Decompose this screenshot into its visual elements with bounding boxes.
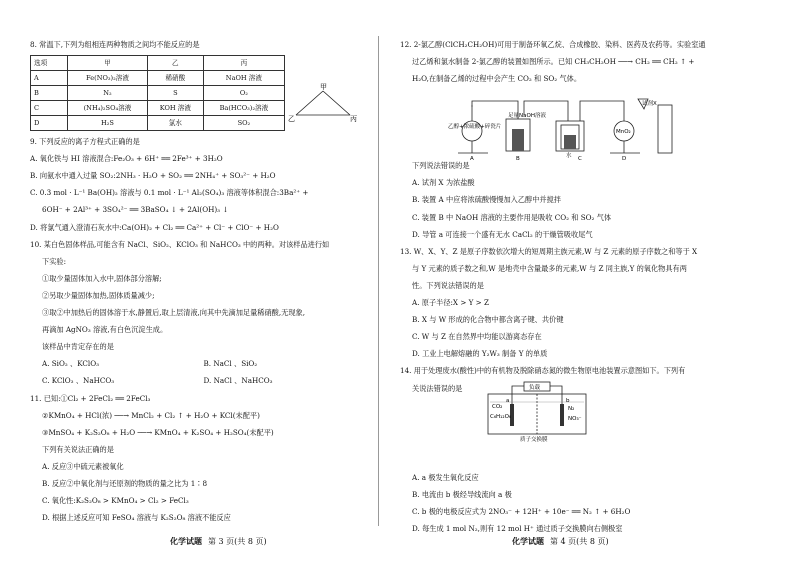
q12-line-2: 过乙烯和氯水制备 2-氯乙醇的装置如图所示。已知 CH₃CH₂OH ──→ CH₂ ══ CH₂ ↑ + bbox=[412, 57, 695, 67]
q11-ask: 下列有关说法正确的是 bbox=[42, 444, 114, 454]
fig-label: N₂ bbox=[568, 406, 575, 412]
q10-option-c: C. KClO₃ 、NaHCO₃ bbox=[42, 376, 115, 386]
fig-label: CO₂ bbox=[492, 404, 503, 410]
q9-option-c: C. 0.3 mol · L⁻¹ Ba(OH)₂ 溶液与 0.1 mol · L⁻¹ Al₂(SO₄)₃ 溶液等体积混合:3Ba²⁺ + bbox=[30, 188, 309, 198]
q13-option-c: C. W 与 Z 在自然界中均能以游离态存在 bbox=[412, 332, 542, 342]
table-row bbox=[31, 101, 285, 116]
q14-cell-figure bbox=[482, 380, 592, 442]
q10-step-3: ③取②中加热后的固体溶于水,静置后,取上层清液,向其中先滴加足量稀硝酸,无现象, bbox=[42, 308, 305, 318]
table-cell: 稀硝酸 bbox=[147, 71, 203, 86]
fig-label: NO₃⁻ bbox=[568, 416, 582, 422]
table-cell: 丙 bbox=[203, 56, 284, 71]
table-cell: 选项 bbox=[31, 56, 68, 71]
footer-title: 化学试题 bbox=[512, 536, 544, 546]
table-cell: S bbox=[147, 86, 203, 101]
q10-ask: 该样品中肯定存在的是 bbox=[42, 342, 114, 352]
q9-option-d: D. 将氯气通入澄清石灰水中:Ca(OH)₂ + Cl₂ ══ Ca²⁺ + Cl⁻ + ClO⁻ + H₂O bbox=[30, 222, 279, 232]
q11-option-c: C. 氧化性:K₂S₂O₈ > KMnO₄ > Cl₂ > FeCl₃ bbox=[42, 496, 189, 506]
q14-line-1: 14. 用于处理废水(酸性)中的有机物及脱除硝态氮的微生物原电池装置示意图如下。下列有 bbox=[400, 366, 686, 376]
q8-triangle-diagram bbox=[288, 83, 358, 123]
table-cell: 甲 bbox=[68, 56, 148, 71]
table-cell: H₂S bbox=[68, 116, 148, 131]
q10-option-b: B. NaCl 、SiO₂ bbox=[203, 359, 258, 369]
column-divider bbox=[378, 36, 379, 526]
table-cell: (NH₄)₂SO₄溶液 bbox=[68, 101, 148, 116]
table-cell: D bbox=[31, 116, 68, 131]
triangle-label-left: 乙 bbox=[288, 115, 295, 123]
q10-step-2: ②另取少量固体加热,固体质量减少; bbox=[42, 290, 155, 300]
q14-option-a: A. a 极发生氧化反应 bbox=[412, 472, 479, 482]
q11-option-a: A. 反应③中硫元素被氧化 bbox=[42, 461, 124, 471]
q14-option-c: C. b 极的电极反应式为 2NO₃⁻ + 12H⁺ + 10e⁻ ══ N₂ ↑ + 6H₂O bbox=[412, 506, 631, 516]
triangle-label-right: 丙 bbox=[350, 115, 357, 123]
page-footer-left bbox=[170, 536, 267, 547]
q14-line-2: 关说法错误的是 bbox=[412, 383, 463, 393]
q10-step-3-cont: 再滴加 AgNO₃ 溶液,有白色沉淀生成。 bbox=[42, 325, 168, 335]
q11-eq-2: ②KMnO₄ + HCl(浓) ──→ MnCl₂ + Cl₂ ↑ + H₂O + KCl(未配平) bbox=[42, 410, 260, 420]
q11-option-b: B. 反应②中氧化剂与还原剂的物质的量之比为 1∶8 bbox=[42, 478, 208, 488]
q9-option-a: A. 氧化铁与 HI 溶液混合:Fe₂O₃ + 6H⁺ ══ 2Fe³⁺ + 3H₂O bbox=[30, 154, 223, 164]
q11-stem: 11. 已知:①Cl₂ + 2FeCl₂ ══ 2FeCl₃ bbox=[30, 393, 151, 403]
table-cell: B bbox=[31, 86, 68, 101]
q8-table bbox=[30, 55, 285, 131]
question-10 bbox=[30, 236, 365, 390]
fig-label: B bbox=[516, 156, 520, 161]
fig-label: D bbox=[622, 156, 627, 161]
q10-step-1: ①取少量固体加入水中,固体部分溶解; bbox=[42, 273, 162, 283]
q9-option-c-cont: 6OH⁻ + 2Al³⁺ + 3SO₄²⁻ ══ 3BaSO₄ ↓ + 2Al(OH)₃ ↓ bbox=[42, 205, 229, 215]
table-cell: NaOH 溶液 bbox=[203, 71, 284, 86]
fig-label: a bbox=[506, 398, 510, 404]
fig-label: 水 bbox=[566, 153, 572, 159]
q13-line-2: 与 Y 元素的质子数之和,W 是地壳中含量最多的元素,W 与 Z 同主族,Y 的氧化物具有两 bbox=[412, 263, 687, 273]
table-cell: 氯水 bbox=[147, 116, 203, 131]
fig-label: b bbox=[566, 398, 570, 404]
q12-option-c: C. 装置 B 中 NaOH 溶液的主要作用是吸收 CO₂ 和 SO₂ 气体 bbox=[412, 212, 612, 222]
q14-option-d: D. 每生成 1 mol N₂,则有 12 mol H⁺ 通过质子交换膜向右侧极室 bbox=[412, 523, 623, 533]
fig-label: A bbox=[470, 156, 474, 161]
q8-stem: 8. 常温下,下列为组相连两种物质之间均不能反应的是 bbox=[30, 40, 200, 49]
q12-option-b: B. 装置 A 中应将浓硫酸慢慢加入乙醇中并搅拌 bbox=[412, 195, 561, 205]
table-cell: KOH 溶液 bbox=[147, 101, 203, 116]
q12-ask: 下列说法错误的是 bbox=[412, 161, 470, 171]
table-cell: C bbox=[31, 101, 68, 116]
q9-stem: 9. 下列反应的离子方程式正确的是 bbox=[30, 137, 140, 147]
fig-label: MnO₂ bbox=[616, 129, 631, 135]
fig-label: 负载 bbox=[529, 385, 541, 391]
q13-line-1: 13. W、X、Y、Z 是原子序数依次增大的短周期主族元素,W 与 Z 元素的原子序数之和等于 X bbox=[400, 246, 698, 256]
q10-options-row-2 bbox=[30, 372, 365, 389]
q10-options-row-1 bbox=[30, 355, 365, 372]
question-11 bbox=[30, 390, 365, 527]
table-cell: SO₂ bbox=[203, 116, 284, 131]
q13-line-3: 性。下列说法错误的是 bbox=[412, 280, 484, 290]
footer-page: 第 3 页(共 8 页) bbox=[208, 537, 267, 546]
q10-option-a: A. SiO₂ 、KClO₃ bbox=[42, 359, 99, 369]
q12-line-1: 12. 2-氯乙醇(ClCH₂CH₂OH)可用于制备环氧乙烷、合成橡胶、染料、医药及农药等。实验室通 bbox=[400, 40, 706, 49]
footer-page: 第 4 页(共 8 页) bbox=[550, 537, 609, 546]
table-cell: Ba(HCO₃)₂溶液 bbox=[203, 101, 284, 116]
table-cell: 乙 bbox=[147, 56, 203, 71]
q11-option-d: D. 根据上述反应可知 FeSO₄ 溶液与 K₂S₂O₈ 溶液不能反应 bbox=[42, 513, 231, 523]
table-cell: N₂ bbox=[68, 86, 148, 101]
q14-option-b: B. 电流由 b 极经导线流向 a 极 bbox=[412, 489, 512, 499]
q11-eq-3: ③MnSO₄ + K₂S₂O₈ + H₂O ──→ KMnO₄ + K₂SO₄ + H₂SO₄(未配平) bbox=[42, 427, 274, 437]
question-9 bbox=[30, 133, 365, 236]
fig-label: C₆H₁₂O₆ bbox=[490, 414, 512, 420]
table-cell: Fe(NO₃)₂溶液 bbox=[68, 71, 148, 86]
table-cell: A bbox=[31, 71, 68, 86]
page-footer-right bbox=[512, 536, 609, 547]
q10-option-d: D. NaCl 、NaHCO₃ bbox=[203, 376, 273, 386]
q12-option-a: A. 试剂 X 为浓盐酸 bbox=[412, 178, 475, 188]
table-row bbox=[31, 86, 285, 101]
table-header-row bbox=[31, 56, 285, 71]
q10-stem: 10. 某白色固体样品,可能含有 NaCl、SiO₂、KClO₃ 和 NaHCO₃ 中的两种。对该样品进行如 bbox=[30, 239, 330, 249]
fig-label: 足量NaOH溶液 bbox=[508, 113, 546, 119]
q13-option-d: D. 工业上电解熔融的 Y₂W₃ 制备 Y 的单质 bbox=[412, 349, 548, 359]
table-row bbox=[31, 116, 285, 131]
q10-stem-cont: 下实验: bbox=[42, 256, 66, 266]
fig-label: 试剂X bbox=[642, 101, 657, 107]
fig-label: C bbox=[578, 156, 582, 161]
triangle-label-top: 甲 bbox=[320, 83, 327, 91]
question-13 bbox=[400, 243, 768, 363]
q12-apparatus-figure bbox=[448, 95, 678, 161]
q12-line-3: H₂O,在制备乙烯的过程中会产生 CO₂ 和 SO₂ 气体。 bbox=[412, 74, 582, 84]
q9-option-b: B. 向氨水中通入过量 SO₂:2NH₃ · H₂O + SO₂ ══ 2NH₄⁺ + SO₃²⁻ + H₂O bbox=[30, 171, 276, 181]
table-row bbox=[31, 71, 285, 86]
q13-option-a: A. 原子半径:X > Y > Z bbox=[412, 298, 489, 308]
table-cell: O₂ bbox=[203, 86, 284, 101]
fig-label: 乙醇+浓硫酸+碎瓷片 bbox=[448, 124, 502, 130]
fig-label: 质子交换膜 bbox=[520, 437, 548, 442]
q12-option-d: D. 导管 a 可连接一个盛有无水 CaCl₂ 的干燥管吸收尾气 bbox=[412, 229, 593, 239]
q13-option-b: B. X 与 W 形成的化合物中都含离子键、共价键 bbox=[412, 315, 564, 325]
footer-title: 化学试题 bbox=[170, 536, 202, 546]
